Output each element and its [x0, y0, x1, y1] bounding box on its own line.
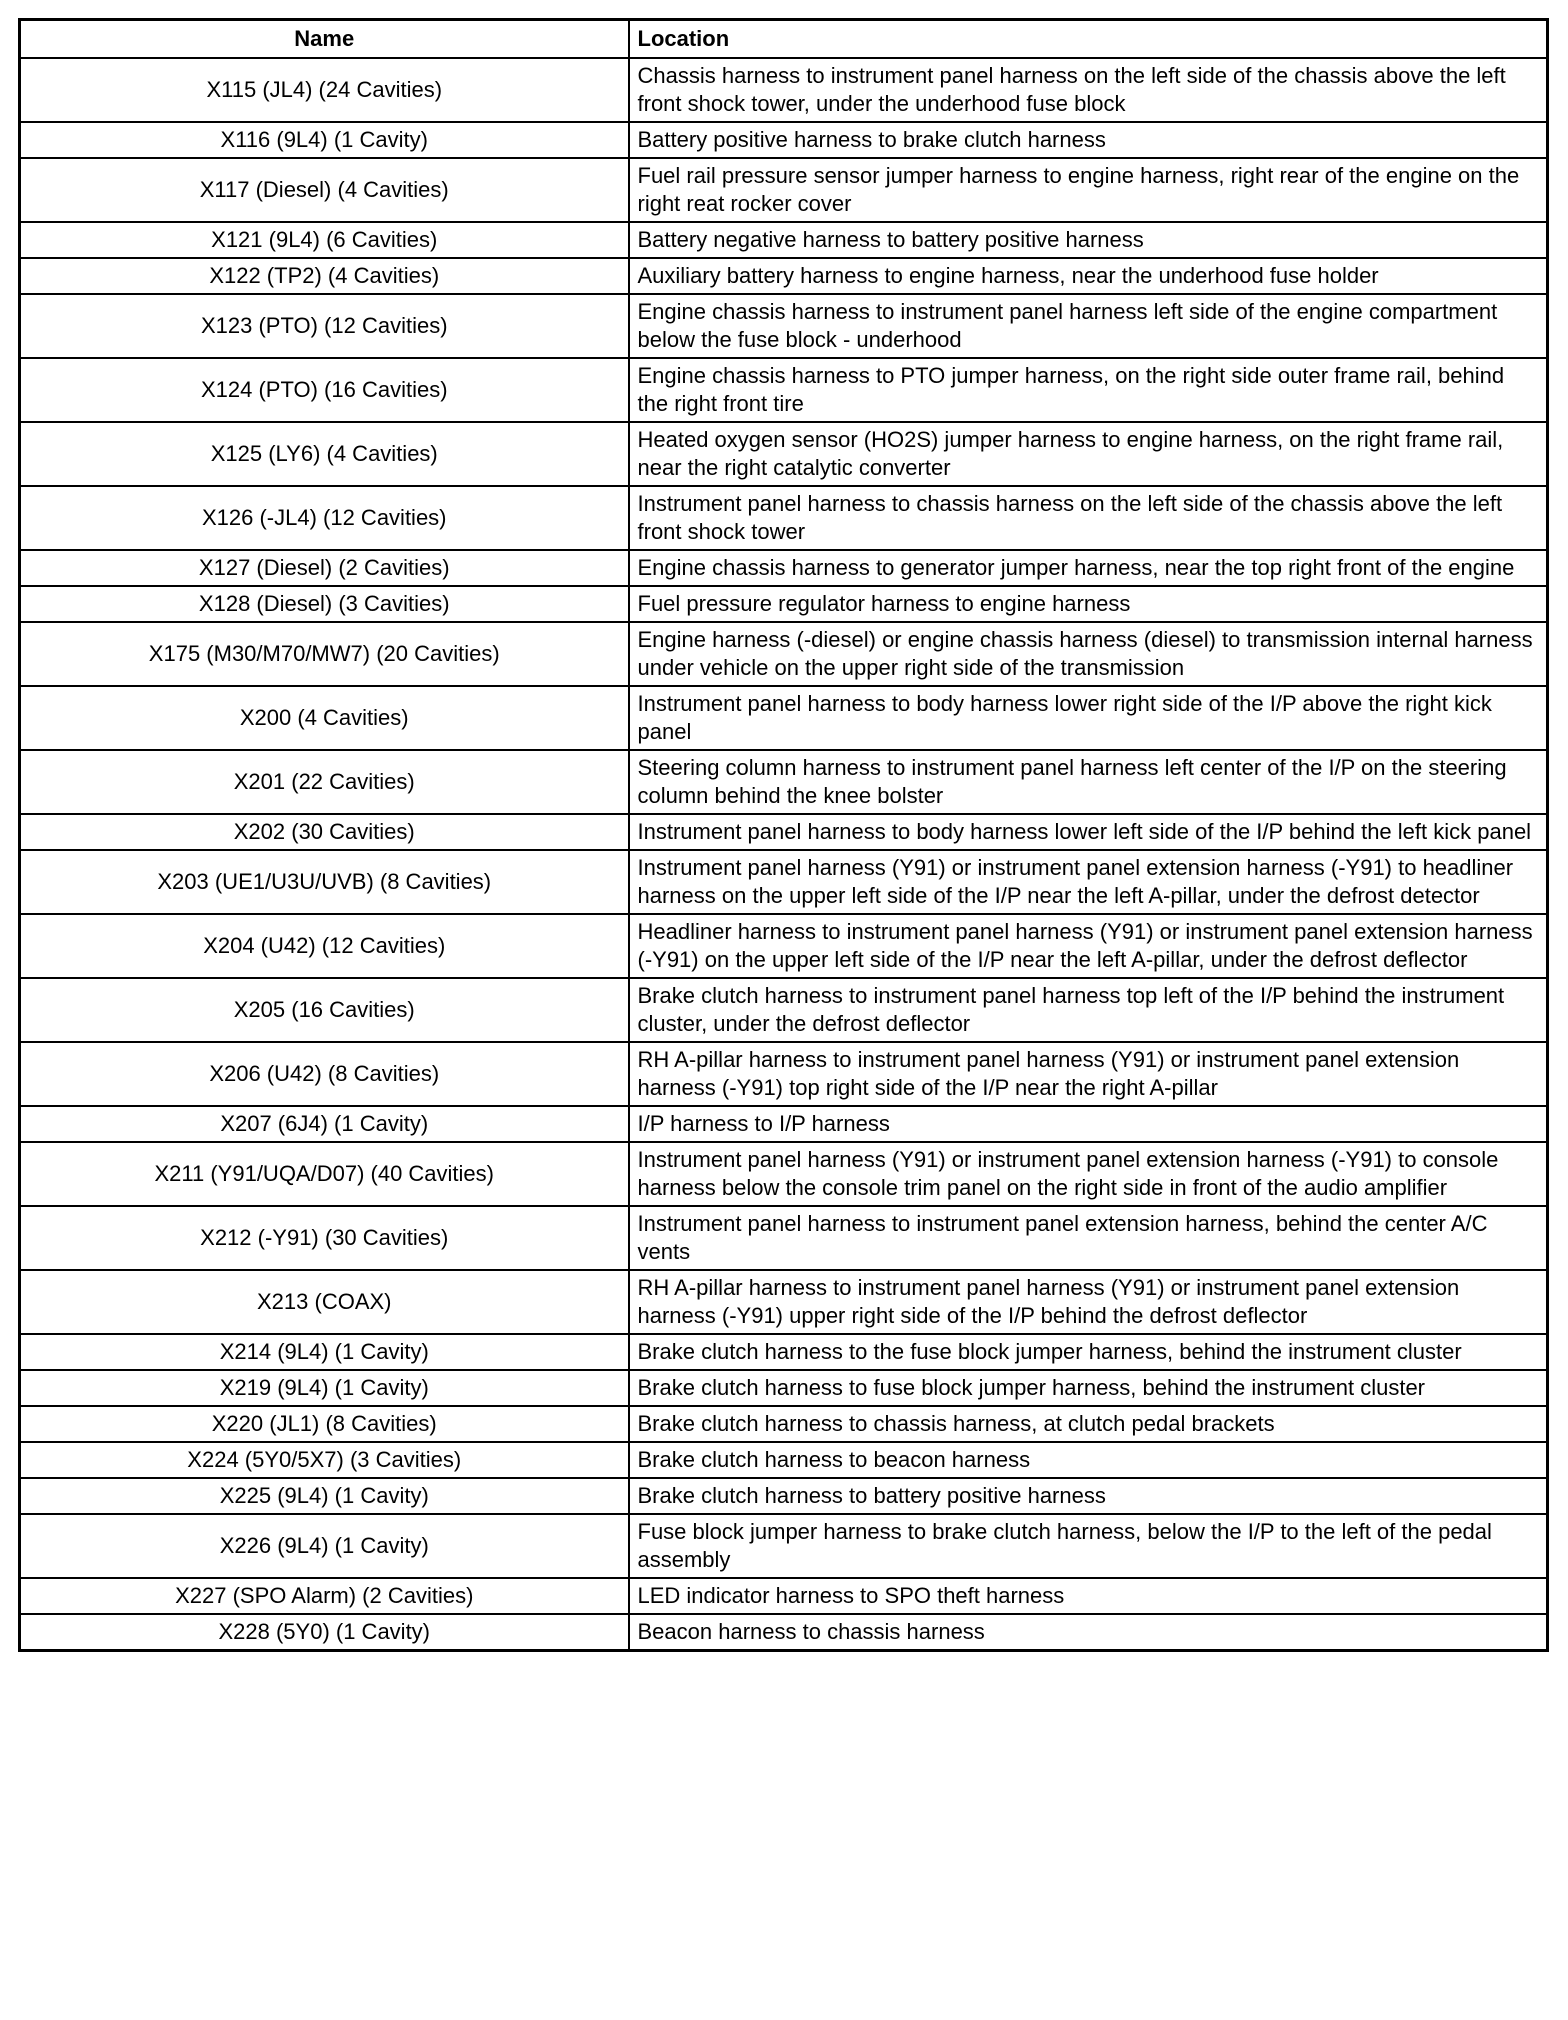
connector-location-cell: Battery positive harness to brake clutch harness	[629, 122, 1548, 158]
connector-location-cell: RH A-pillar harness to instrument panel harness (Y91) or instrument panel extension harness (-Y91) top right side of the I/P near the right A-pillar	[629, 1042, 1548, 1106]
connector-name-cell: X227 (SPO Alarm) (2 Cavities)	[20, 1578, 629, 1614]
table-row	[20, 686, 1548, 750]
table-row	[20, 58, 1548, 122]
location-column-header: Location	[629, 20, 1548, 59]
connector-location-cell: LED indicator harness to SPO theft harness	[629, 1578, 1548, 1614]
table-row	[20, 586, 1548, 622]
connector-location-cell: Heated oxygen sensor (HO2S) jumper harness to engine harness, on the right frame rail, near the right catalytic converter	[629, 422, 1548, 486]
connector-name-cell: X204 (U42) (12 Cavities)	[20, 914, 629, 978]
connector-name-cell: X214 (9L4) (1 Cavity)	[20, 1334, 629, 1370]
connector-name-cell: X128 (Diesel) (3 Cavities)	[20, 586, 629, 622]
connector-name-cell: X211 (Y91/UQA/D07) (40 Cavities)	[20, 1142, 629, 1206]
connector-name-cell: X121 (9L4) (6 Cavities)	[20, 222, 629, 258]
connector-name-cell: X212 (-Y91) (30 Cavities)	[20, 1206, 629, 1270]
connector-name-cell: X220 (JL1) (8 Cavities)	[20, 1406, 629, 1442]
connector-location-cell: Instrument panel harness to body harness lower right side of the I/P above the right kick panel	[629, 686, 1548, 750]
connector-location-cell: Battery negative harness to battery positive harness	[629, 222, 1548, 258]
connector-name-cell: X175 (M30/M70/MW7) (20 Cavities)	[20, 622, 629, 686]
connector-location-cell: Fuse block jumper harness to brake clutch harness, below the I/P to the left of the pedal assembly	[629, 1514, 1548, 1578]
connector-name-cell: X117 (Diesel) (4 Cavities)	[20, 158, 629, 222]
connector-location-cell: Fuel rail pressure sensor jumper harness to engine harness, right rear of the engine on the right reat rocker cover	[629, 158, 1548, 222]
connector-location-cell: Brake clutch harness to instrument panel harness top left of the I/P behind the instrument cluster, under the defrost deflector	[629, 978, 1548, 1042]
connector-location-cell: Instrument panel harness (Y91) or instrument panel extension harness (-Y91) to headliner harness on the upper left side of the I/P near the left A-pillar, under the defrost detector	[629, 850, 1548, 914]
table-row	[20, 294, 1548, 358]
table-row	[20, 1578, 1548, 1614]
connector-name-cell: X213 (COAX)	[20, 1270, 629, 1334]
connector-location-cell: Engine harness (-diesel) or engine chassis harness (diesel) to transmission internal harness under vehicle on the upper right side of the transmission	[629, 622, 1548, 686]
name-column-header: Name	[20, 20, 629, 59]
connector-location-cell: Fuel pressure regulator harness to engine harness	[629, 586, 1548, 622]
connector-name-cell: X115 (JL4) (24 Cavities)	[20, 58, 629, 122]
connector-name-cell: X207 (6J4) (1 Cavity)	[20, 1106, 629, 1142]
connector-name-cell: X123 (PTO) (12 Cavities)	[20, 294, 629, 358]
table-row	[20, 1514, 1548, 1578]
table-row	[20, 978, 1548, 1042]
connector-name-cell: X228 (5Y0) (1 Cavity)	[20, 1614, 629, 1651]
table-row	[20, 486, 1548, 550]
table-row	[20, 814, 1548, 850]
table-row	[20, 1442, 1548, 1478]
connector-name-cell: X206 (U42) (8 Cavities)	[20, 1042, 629, 1106]
connector-location-cell: Beacon harness to chassis harness	[629, 1614, 1548, 1651]
connector-location-cell: Chassis harness to instrument panel harness on the left side of the chassis above the left front shock tower, under the underhood fuse block	[629, 58, 1548, 122]
connector-name-cell: X225 (9L4) (1 Cavity)	[20, 1478, 629, 1514]
table-header-row	[20, 20, 1548, 59]
connector-name-cell: X125 (LY6) (4 Cavities)	[20, 422, 629, 486]
connector-name-cell: X203 (UE1/U3U/UVB) (8 Cavities)	[20, 850, 629, 914]
table-row	[20, 750, 1548, 814]
table-row	[20, 850, 1548, 914]
table-row	[20, 1334, 1548, 1370]
connector-name-cell: X200 (4 Cavities)	[20, 686, 629, 750]
connector-name-cell: X205 (16 Cavities)	[20, 978, 629, 1042]
table-row	[20, 1142, 1548, 1206]
table-row	[20, 914, 1548, 978]
connector-location-table	[18, 18, 1549, 1652]
table-row	[20, 158, 1548, 222]
connector-location-cell: Instrument panel harness to instrument panel extension harness, behind the center A/C vents	[629, 1206, 1548, 1270]
connector-location-cell: Engine chassis harness to generator jumper harness, near the top right front of the engine	[629, 550, 1548, 586]
table-row	[20, 1614, 1548, 1651]
connector-name-cell: X219 (9L4) (1 Cavity)	[20, 1370, 629, 1406]
connector-name-cell: X224 (5Y0/5X7) (3 Cavities)	[20, 1442, 629, 1478]
document-page	[18, 18, 1546, 1652]
connector-location-cell: Engine chassis harness to instrument panel harness left side of the engine compartment below the fuse block - underhood	[629, 294, 1548, 358]
connector-location-cell: Brake clutch harness to the fuse block jumper harness, behind the instrument cluster	[629, 1334, 1548, 1370]
connector-location-cell: Headliner harness to instrument panel harness (Y91) or instrument panel extension harness (-Y91) on the upper left side of the I/P near the left A-pillar, under the defrost deflector	[629, 914, 1548, 978]
table-row	[20, 550, 1548, 586]
connector-name-cell: X226 (9L4) (1 Cavity)	[20, 1514, 629, 1578]
table-row	[20, 1270, 1548, 1334]
table-row	[20, 1478, 1548, 1514]
connector-location-cell: I/P harness to I/P harness	[629, 1106, 1548, 1142]
connector-name-cell: X202 (30 Cavities)	[20, 814, 629, 850]
table-row	[20, 1042, 1548, 1106]
table-row	[20, 358, 1548, 422]
connector-name-cell: X122 (TP2) (4 Cavities)	[20, 258, 629, 294]
connector-location-cell: Brake clutch harness to battery positive harness	[629, 1478, 1548, 1514]
table-row	[20, 1370, 1548, 1406]
table-body	[20, 58, 1548, 1651]
connector-name-cell: X116 (9L4) (1 Cavity)	[20, 122, 629, 158]
connector-location-cell: Steering column harness to instrument panel harness left center of the I/P on the steering column behind the knee bolster	[629, 750, 1548, 814]
connector-location-cell: Instrument panel harness to chassis harness on the left side of the chassis above the left front shock tower	[629, 486, 1548, 550]
table-row	[20, 122, 1548, 158]
connector-location-cell: Auxiliary battery harness to engine harness, near the underhood fuse holder	[629, 258, 1548, 294]
connector-name-cell: X124 (PTO) (16 Cavities)	[20, 358, 629, 422]
connector-name-cell: X126 (-JL4) (12 Cavities)	[20, 486, 629, 550]
table-row	[20, 1106, 1548, 1142]
connector-name-cell: X201 (22 Cavities)	[20, 750, 629, 814]
connector-location-cell: Brake clutch harness to beacon harness	[629, 1442, 1548, 1478]
table-row	[20, 1206, 1548, 1270]
connector-location-cell: Instrument panel harness to body harness lower left side of the I/P behind the left kick panel	[629, 814, 1548, 850]
connector-location-cell: RH A-pillar harness to instrument panel harness (Y91) or instrument panel extension harness (-Y91) upper right side of the I/P behind the defrost deflector	[629, 1270, 1548, 1334]
connector-location-cell: Brake clutch harness to fuse block jumper harness, behind the instrument cluster	[629, 1370, 1548, 1406]
connector-location-cell: Engine chassis harness to PTO jumper harness, on the right side outer frame rail, behind the right front tire	[629, 358, 1548, 422]
connector-location-cell: Instrument panel harness (Y91) or instrument panel extension harness (-Y91) to console harness below the console trim panel on the right side in front of the audio amplifier	[629, 1142, 1548, 1206]
connector-name-cell: X127 (Diesel) (2 Cavities)	[20, 550, 629, 586]
table-row	[20, 422, 1548, 486]
table-row	[20, 222, 1548, 258]
table-row	[20, 1406, 1548, 1442]
connector-location-cell: Brake clutch harness to chassis harness, at clutch pedal brackets	[629, 1406, 1548, 1442]
table-row	[20, 258, 1548, 294]
table-row	[20, 622, 1548, 686]
